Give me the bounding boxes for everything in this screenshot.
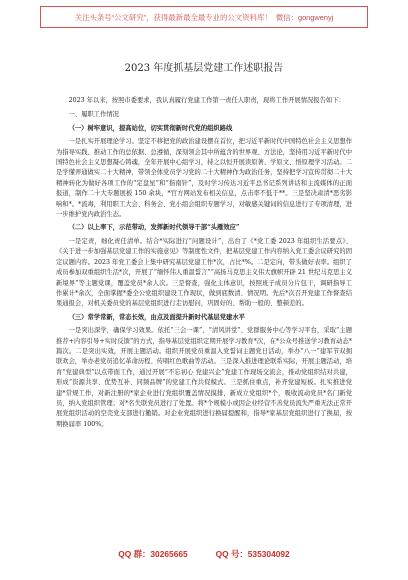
- subheading-2: （二）以上率下，示范带动，发挥新时代领导干部“头雁效应”: [68, 224, 240, 232]
- subheading-1: （一）树牢意识，提高站位，切实贯彻新时代党的组织路线: [68, 124, 233, 132]
- footer-qq-number: QQ 号：535304092: [215, 549, 290, 559]
- document-body: [56, 62, 352, 430]
- intro-paragraph: 2023 年以来，按照市委要求，我认真履行党建工作第一责任人职责，现将工作开展情况报告如下：: [68, 97, 345, 104]
- top-banner: [40, 6, 368, 28]
- paragraph-2: 一是定责，细化责任清单。结合*实际进行“问题设计”，出台了《*党工委 2023 年组织生活要点》、《关于进一步加强基层党建工作的实施意见》等制度性文件，把基层党建工作内容纳入党工委会议研究的固定议题内容。2023 年党工委会上集中研究基层党建工作*次，占比*%。二是定向，带头做好表率。组织了成员参加双重组织生活*次，开展了“缅怀伟人重温誓言”“高扬马克思主义伟大旗帜开辟 21 世纪马克思主义新境界”等主题党课，覆盖党员*余人次。三是督查，强化主体意识，按照班子成员分片包干，调研指导工作累计*余次，全面掌握*委全公党组织建设工作现状，做到底数清、情况明。先后*次召开党建工作督查结果通报会，对机关委员党的基层党组织进行走访慰问，巩固好的、帮助一般的、整顿差的。: [56, 237, 352, 308]
- banner-text: 关注头条号“公文研究”，获得最新最全最专业的公文资料库！: [74, 12, 272, 22]
- subheading-3: （三）常学常新，常态长效，由点及面提升新时代基层党建水平: [68, 313, 245, 321]
- banner-wechat: 微信：gongwenyj: [275, 12, 334, 22]
- document-title: 2023 年度抓基层党建工作述职报告: [124, 63, 284, 74]
- section-heading: 一、履职工作情况: [68, 111, 119, 119]
- footer-contact: [0, 548, 408, 564]
- paragraph-1: 一是扎实开展理论学习。坚定不移把党的政治建设摆在首位，把习近平新时代中国特色社会主义思想作为指导实践、推动工作的总依据、总遵循，深刻领会其中所蕴含的世界观、方法论，坚持用习近平新时代中国特色社会主义思想凝心铸魂，全年开展中心组学习，持之以恒开展读原著、学原文、悟原理学习活动。二是学懂弄通做实二十大精神，带领全体党员学习党的二十大精神作为政治任务，坚持把学习宣传贯彻二十大精神转化为做好各项工作的“定盘星”和“指南针”，及时学习传达习近平总书记系列讲话和主流媒体的正面报道，制作二十大专题展板 150 余块，*官方网站发布相关信息，点击率不低于**。三是坚决肃清*恶劣影响和*。*流毒，利用职工大会、科务会、党小组会组织专题学习，对敏感关键词的信息进行了专项清理，进一步维护党内政治生态。: [56, 138, 352, 219]
- paragraph-3: 一是突出深学，确保学习效果。依托“三会一课”、“清风讲堂”、党群服务中心等学习平台，采取“主题推荐+内容引导+实时反馈”的方式，指导基层党组织定期开展学习教育*次，在*公众号推送学习教育动态*篇次。二是突出实效，开展主题活动。组织开展党员重温入党誓词主题党日活动，举办“八一”建军节双拥联欢会，举办老党员追忆革命历程、传唱红色歌曲等活动。三是深入推进理论联系实际，开展主题活动，培育“党建典型”以点带面工作，通过开展“不忘初心 党建兴企”党建工作现场交流会，推动党组织结对共建，形成“资源共享、优势互补、同频品牌”的党建工作共促模式。三是抓住重点，补齐党建短板。扎实推进党建*常规工作，对新注册的*家企业进行党组织覆盖情况摸排，新成立党组织*个，吸收流动党员*名门新党员，纳入党组织管理；对*名失联党员进行了处置。将*个规模小或因企业经营不善党员流失严重无法正常开展党组织活动的空壳党支部进行撤销。对企业党组织进行换届提醒和，指导*家基层党组织进行了换届，按期换届率 100%。: [56, 327, 352, 428]
- footer-qq-group: QQ 群：30265665: [118, 549, 188, 559]
